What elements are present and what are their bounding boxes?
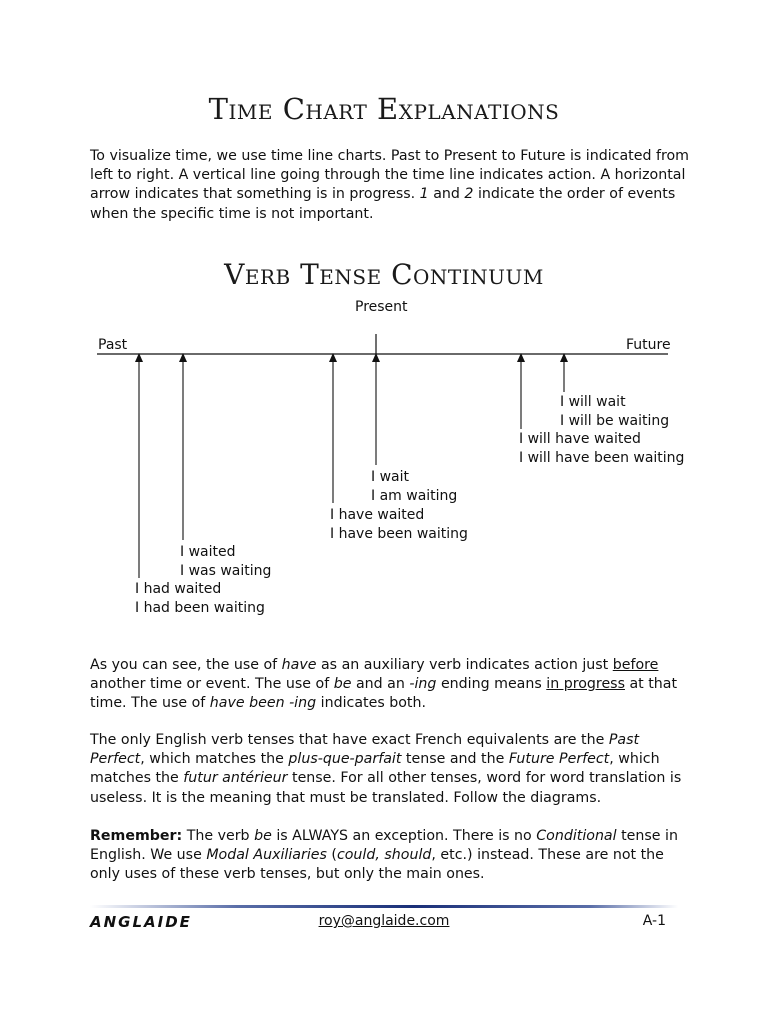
term-have: have [281,657,317,673]
term-in-progress: in progress [546,676,625,693]
arrow-present [372,353,380,465]
label-present [371,468,457,505]
tense-line: I will wait [560,394,626,410]
intro-text-2: indicate the order of events when the specific time is not important. [90,186,676,222]
tense-line: I will have been waiting [519,449,685,466]
text: The only English verb tenses that have exact French equivalents are the [90,732,609,748]
footer-rule [90,905,678,908]
intro-text-1: To visualize time, we use time line charts. Past to Present to Future is indicated from left to right. A vertical line going through the time line indicates action. A horizontal arrow indicates that something is in progress. [90,148,689,203]
tense-line: I was waiting [180,562,272,579]
tense-line: I have been waiting [330,525,468,542]
text: at that time. The use of [90,676,678,712]
text: As you can see, the use of [90,657,282,673]
term-ing: -ing [409,676,437,693]
intro-and: and [428,186,465,203]
term-could-should: could, should [336,847,432,864]
text: tense in English. We use [90,828,678,864]
label-future-perfect [519,430,684,467]
label-past-perfect [135,580,265,617]
text: ending means [436,676,547,693]
text: , which matches the [140,751,289,768]
text: as an auxiliary verb indicates action just [316,657,613,673]
arrow-present-perfect [329,353,337,503]
remember-paragraph [90,827,690,885]
arrow-future-perfect [517,353,525,429]
label-simple-past [180,543,271,580]
tense-line: I had been waiting [135,599,265,616]
future-label: Future [626,337,671,353]
text: and an [351,676,410,693]
anglaide-logo: ANGLAIDE [90,913,192,931]
term-plus-que-parfait: plus-que-parfait [288,751,402,768]
tense-line: I will be waiting [560,412,670,429]
tense-line: I am waiting [371,487,458,504]
past-label: Past [98,337,128,353]
arrow-future [560,353,568,392]
text: , etc.) instead. These are not the only uses of these verb tenses, but only the main ones. [90,847,664,883]
term-be: be [254,828,272,844]
term-past-perfect: Past Perfect [90,732,640,768]
email-link[interactable]: roy@anglaide.com [318,913,450,929]
text: tense and the [401,751,509,768]
label-present-perfect [330,506,468,543]
term-futur-anterieur: futur antérieur [183,770,288,787]
text: ( [326,847,337,864]
text: is ALWAYS an exception. There is no [271,828,537,844]
order-number-2: 2 [464,186,474,203]
label-future [560,393,669,430]
arrow-simple-past [179,353,187,540]
remember-label: Remember: [90,828,183,844]
order-number-1: 1 [419,186,429,203]
tense-line: I wait [371,469,409,485]
page-number: A-1 [642,913,666,929]
auxiliary-paragraph [90,656,690,714]
french-equivalents-paragraph [90,731,690,808]
term-modal-auxiliaries: Modal Auxiliaries [206,847,327,864]
present-label: Present [355,299,408,315]
tense-line: I had waited [135,581,222,597]
term-be: be [333,676,352,693]
text: indicates both. [316,695,426,712]
term-before: before [612,657,659,673]
tense-line: I will have waited [519,431,641,447]
text: , which matches the [90,751,660,787]
page-title: Time Chart Explanations [208,92,560,126]
text: The verb [182,828,255,844]
term-conditional: Conditional [536,828,617,844]
arrow-past-perfect [135,353,143,578]
term-future-perfect: Future Perfect [508,751,610,768]
term-have-been-ing: have been -ing [209,695,317,712]
tense-line: I have waited [330,507,425,523]
chart-title: Verb Tense Continuum [224,258,544,291]
intro-paragraph [90,147,690,224]
text: another time or event. The use of [90,676,334,693]
text: tense. For all other tenses, word for word translation is useless. It is the meaning that must be translated. Follow the diagrams. [90,770,682,806]
tense-line: I waited [180,544,236,560]
